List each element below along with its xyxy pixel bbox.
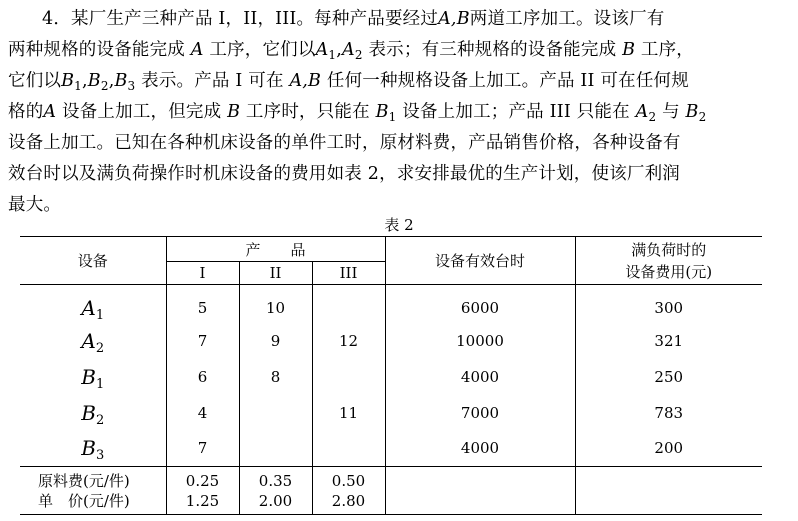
cell-product-iii	[312, 285, 385, 323]
cell-product-ii: 8	[239, 359, 312, 395]
equipment-table	[20, 236, 762, 515]
table-row	[20, 395, 762, 431]
cell-product-i: 5	[166, 285, 239, 323]
table-footer-row	[20, 467, 762, 515]
cell-cost: 783	[654, 403, 684, 422]
cell-cost: 321	[654, 331, 684, 350]
cell-hours: 7000	[385, 395, 575, 431]
cell-product-i: 7	[166, 431, 239, 467]
table-row	[20, 359, 762, 395]
table-row	[20, 323, 762, 359]
problem-line-2: 两种规格的设备能完成 A 工序，它们以$A_1,A_2$ 表示；有三种规格的设备能完成 B 工序，	[8, 40, 694, 62]
device-cell: $A_2$	[20, 323, 166, 359]
cell-product-i: 6	[166, 359, 239, 395]
header-available-hours: 设备有效台时	[385, 237, 575, 285]
problem-line-1: 4．某厂生产三种产品 I，II，III。每种产品要经过A,B两道工序加工。设该厂有	[42, 9, 665, 29]
table-row	[20, 285, 762, 323]
header-product-iii: III	[312, 262, 385, 285]
header-product-i: I	[166, 262, 239, 285]
cell-hours: 6000	[385, 285, 575, 323]
device-cell: $A_1$	[20, 285, 166, 323]
cell-product-iii	[312, 431, 385, 467]
header-device: 设备	[20, 237, 166, 285]
cell-product-iii	[312, 359, 385, 395]
footer-product-iii: 0.50 2.80	[312, 467, 385, 515]
cell-product-iii: 11	[312, 395, 385, 431]
device-cell: $B_3$	[20, 431, 166, 467]
cell-product-ii: 10	[239, 285, 312, 323]
table-row	[20, 431, 762, 467]
footer-empty-cost	[575, 467, 762, 515]
cell-product-i: 7	[166, 323, 239, 359]
problem-line-4: 格的A 设备上加工，但完成 B 工序时，只能在 $B_1$ 设备上加工；产品 III 只能在 $A_2$ 与 $B_2$	[8, 102, 707, 124]
cell-product-ii	[239, 395, 312, 431]
problem-line-7: 最大。	[8, 195, 62, 215]
header-full-load-cost: 满负荷时的 设备费用(元)	[575, 237, 762, 285]
device-cell: $B_1$	[20, 359, 166, 395]
problem-line-3: 它们以$B_1,B_2,B_3$ 表示。产品 I 可在 A,B 任何一种规格设备上加工。产品 II 可在任何规	[8, 71, 689, 93]
cell-cost: 200	[654, 439, 684, 458]
cell-product-i: 4	[166, 395, 239, 431]
cell-cost: 250	[654, 367, 684, 386]
table-caption: 表 2	[384, 216, 414, 234]
problem-line-5: 设备上加工。已知在各种机床设备的单件工时，原材料费，产品销售价格，各种设备有	[8, 133, 681, 153]
problem-line-6: 效台时以及满负荷操作时机床设备的费用如表 2，求安排最优的生产计划，使该厂利润	[8, 164, 680, 184]
footer-empty-hours	[385, 467, 575, 515]
footer-product-i: 0.25 1.25	[166, 467, 239, 515]
footer-product-ii: 0.35 2.00	[239, 467, 312, 515]
header-product-ii: II	[239, 262, 312, 285]
problem-statement	[8, 4, 792, 221]
cell-cost: 300	[654, 298, 684, 317]
cell-product-ii: 9	[239, 323, 312, 359]
cell-hours: 10000	[385, 323, 575, 359]
cell-hours: 4000	[385, 431, 575, 467]
cell-product-iii: 12	[312, 323, 385, 359]
cell-product-ii	[239, 431, 312, 467]
device-cell: $B_2$	[20, 395, 166, 431]
footer-labels: 原料费(元/件) 单 价(元/件)	[20, 467, 166, 515]
cell-hours: 4000	[385, 359, 575, 395]
header-product-group: 产 品	[166, 237, 385, 262]
